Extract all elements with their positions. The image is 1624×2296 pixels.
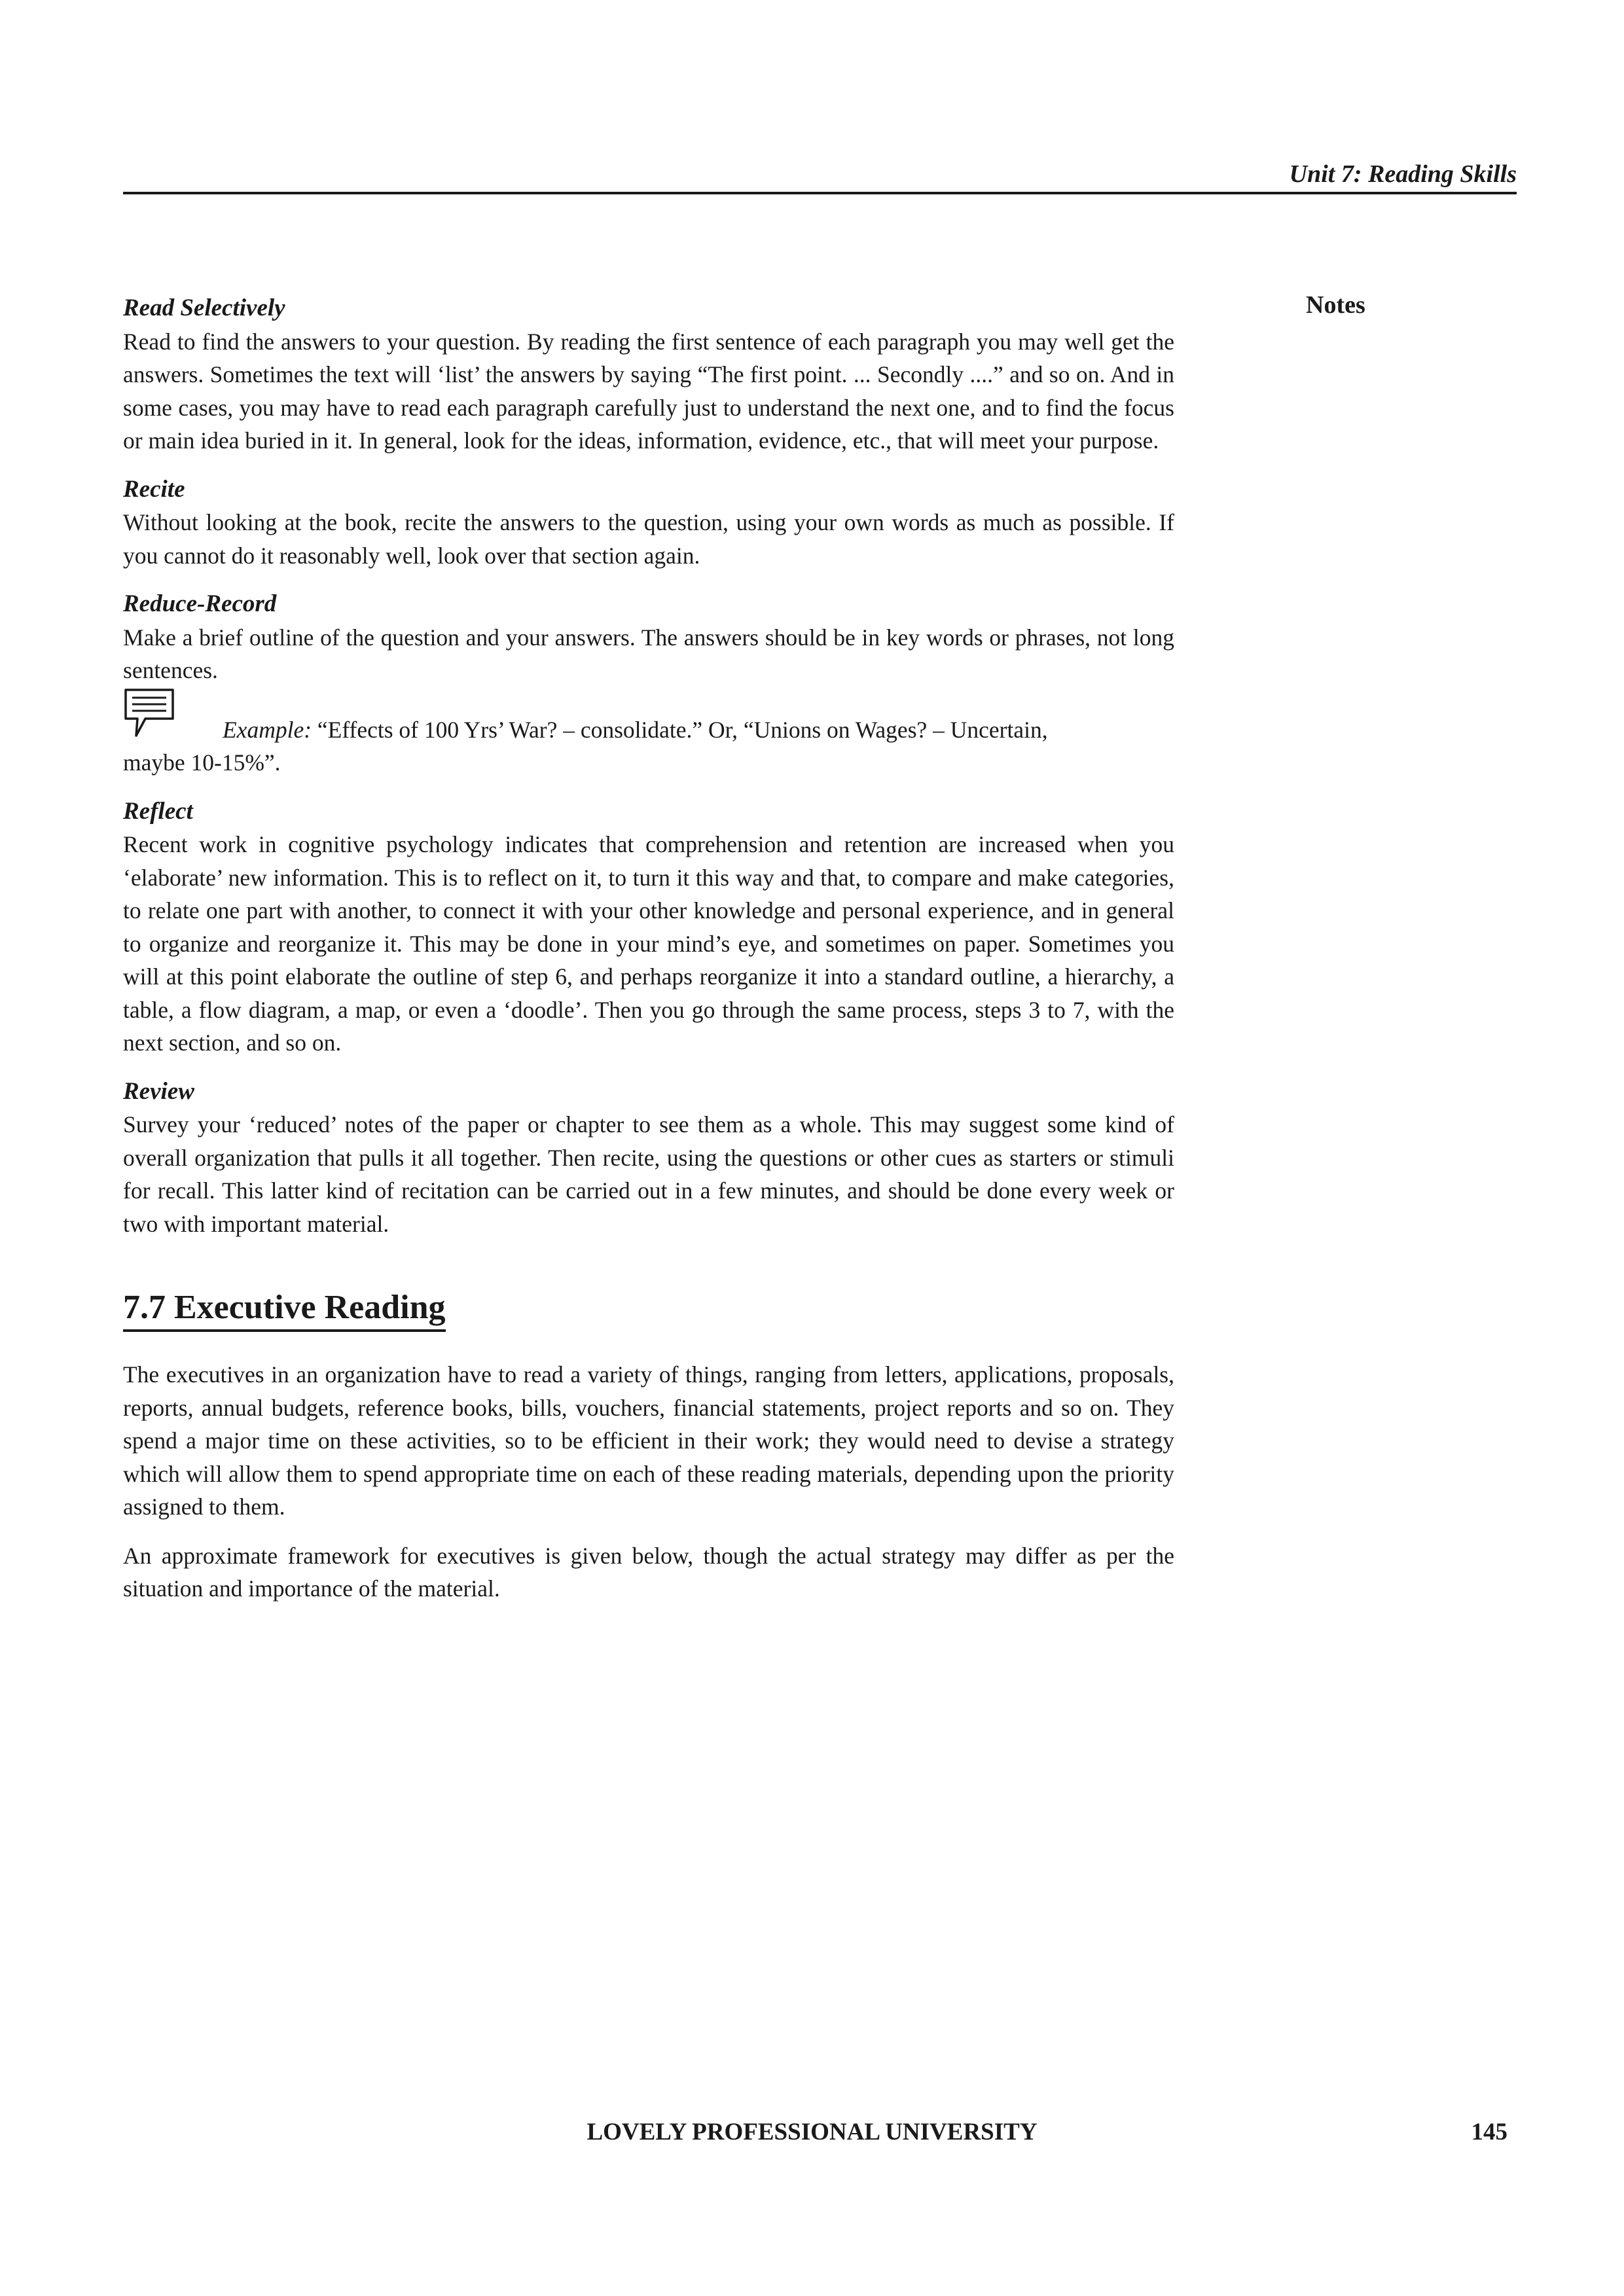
paragraph-read-selectively: Read to find the answers to your question. By reading the first sentence of each paragraph you may well get the answers. Sometimes the text will ‘list’ the answers by saying “The first point. ... Secondly ....” and so on. And in some cases, you may have to read each paragraph carefully just to understand the next one, and to find the focus or main idea buried in it. In general, look for the ideas, information, evidence, etc., that will meet your purpose. bbox=[123, 328, 1174, 454]
paragraph-executive-reading-1: The executives in an organization have to read a variety of things, ranging from letters, applications, proposals, reports, annual budgets, reference books, bills, vouchers, financial statements, project reports and so on. They spend a major time on these activities, so to be efficient in their work; they would need to devise a strategy which will allow them to spend appropriate time on each of these reading materials, depending upon the priority assigned to them. bbox=[123, 1361, 1174, 1520]
subheading-reduce-record: Reduce-Record bbox=[123, 590, 277, 617]
page-number: 145 bbox=[1471, 2119, 1507, 2145]
example-label: Example: bbox=[223, 716, 312, 743]
subheading-review: Review bbox=[123, 1077, 194, 1105]
paragraph-reflect: Recent work in cognitive psychology indicates that comprehension and retention are increased when you ‘elaborate’ new information. This is to reflect on it, to turn it this way and that, to compare and make categories, to relate one part with another, to connect it with your other knowledge and personal experience, and in general to organize and reorganize it. This may be done in your mind’s eye, and sometimes on paper. Sometimes you will at this point elaborate the outline of step 6, and perhaps reorganize it into a standard outline, a hierarchy, a table, a flow diagram, a map, or even a ‘doodle’. Then you go through the same process, steps 3 to 7, with the next section, and so on. bbox=[123, 831, 1174, 1056]
example-text: “Effects of 100 Yrs’ War? – consolidate.” Or, “Unions on Wages? – Uncertain, bbox=[317, 716, 1048, 743]
subheading-read-selectively: Read Selectively bbox=[123, 295, 285, 321]
paragraph-review: Survey your ‘reduced’ notes of the paper or chapter to see them as a whole. This may suggest some kind of overall organization that pulls it all together. Then recite, using the questions or other cues as starters or stimuli for recall. This latter kind of recitation can be carried out in a few minutes, and should be done every week or two with important material. bbox=[123, 1111, 1174, 1237]
example-first-line bbox=[123, 713, 1174, 747]
paragraph-reduce-record: Make a brief outline of the question and your answers. The answers should be in key words or phrases, not long sentences. bbox=[123, 624, 1174, 683]
notes-margin-label: Notes bbox=[1306, 291, 1365, 319]
paragraph-recite: Without looking at the book, recite the answers to the question, using your own words as much as possible. If you cannot do it reasonably well, look over that section again. bbox=[123, 509, 1174, 569]
main-content bbox=[123, 292, 1174, 1621]
paragraph-executive-reading-2: An approximate framework for executives is given below, though the actual strategy may differ as per the situation and importance of the material. bbox=[123, 1542, 1174, 1602]
footer-university: LOVELY PROFESSIONAL UNIVERSITY bbox=[586, 2119, 1038, 2145]
example-continuation: maybe 10-15%”. bbox=[123, 749, 281, 776]
subheading-reflect: Reflect bbox=[123, 797, 193, 825]
section-heading-executive-reading: 7.7 Executive Reading bbox=[123, 1287, 446, 1332]
unit-header-title: Unit 7: Reading Skills bbox=[1289, 160, 1517, 188]
header-rule bbox=[123, 192, 1517, 194]
example-block bbox=[123, 713, 1174, 780]
subheading-recite: Recite bbox=[123, 475, 185, 503]
example-note-icon bbox=[123, 687, 177, 741]
